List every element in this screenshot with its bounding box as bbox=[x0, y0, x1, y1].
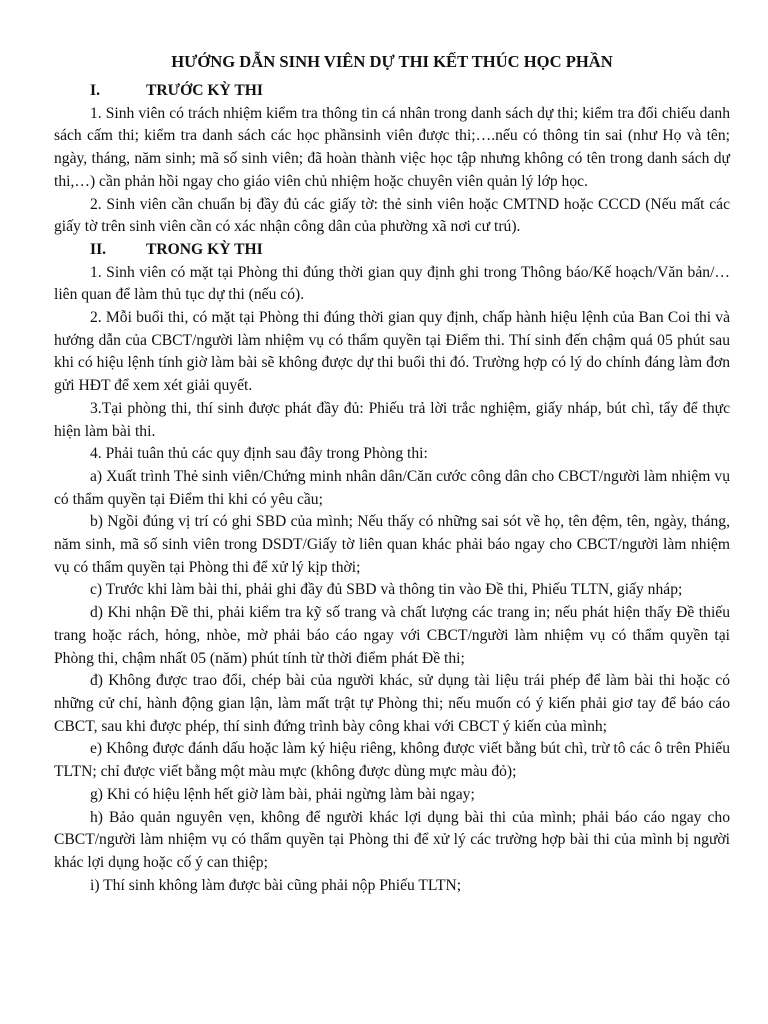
section-number: I. bbox=[90, 82, 100, 99]
rule-item: i) Thí sinh không làm được bài cũng phải nộp Phiếu TLTN; bbox=[90, 876, 462, 894]
paragraph: 2. Mỗi buổi thi, có mặt tại Phòng thi đúng thời gian quy định, chấp hành hiệu lệnh của Ban Coi thi và hướng dẫn của CBCT/người làm nhiệm vụ có thẩm quyền tại Điểm thi. Thí sinh đến chậm quá 05 phút sau khi có hiệu lệnh tính giờ làm bài sẽ không được dự thi buổi thi đó. Trường hợp có lý do chính đáng làm đơn gửi HĐT để xem xét giải quyết. bbox=[54, 309, 730, 395]
rule-item: a) Xuất trình Thẻ sinh viên/Chứng minh nhân dân/Căn cước công dân cho CBCT/người làm nhiệm vụ có thẩm quyền tại Điểm thi khi có yêu cầu; bbox=[54, 467, 730, 508]
paragraph: 4. Phải tuân thủ các quy định sau đây trong Phòng thi: bbox=[90, 445, 428, 463]
rule-item: đ) Không được trao đổi, chép bài của người khác, sử dụng tài liệu trái phép để làm bài thi hoặc có những cử chỉ, hành động gian lận, làm mất trật tự Phòng thi; nếu muốn có ý kiến phải giơ tay để báo cáo CBCT, sau khi được phép, thí sinh đứng trình bày công khai với CBCT ý kiến của mình; bbox=[54, 672, 730, 735]
section-heading-before-exam bbox=[54, 80, 730, 103]
paragraph: 3.Tại phòng thi, thí sinh được phát đầy đủ: Phiếu trả lời trắc nghiệm, giấy nháp, bút chì, tẩy để thực hiện làm bài thi. bbox=[54, 399, 730, 440]
section-title: TRONG KỲ THI bbox=[146, 240, 263, 258]
paragraph: 1. Sinh viên có trách nhiệm kiểm tra thông tin cá nhân trong danh sách dự thi; kiểm tra đối chiếu danh sách cấm thi; kiểm tra danh sách các học phầnsinh viên được thi;….nếu có thông tin sai (như Họ và tên; ngày, tháng, năm sinh; mã số sinh viên; đã hoàn thành việc học tập nhưng không có tên trong danh sách dự thi,…) cần phản hồi ngay cho giáo viên chủ nhiệm hoặc chuyên viên quản lý lớp học. bbox=[54, 104, 730, 190]
document-title: HƯỚNG DẪN SINH VIÊN DỰ THI KẾT THÚC HỌC PHẦN bbox=[171, 52, 613, 71]
rule-item: h) Bảo quản nguyên vẹn, không để người khác lợi dụng bài thi của mình; phải báo cáo ngay cho CBCT/người làm nhiệm vụ có thẩm quyền tại Phòng thi để xử lý các trường hợp bài thi của mình bị người khác lợi dụng hoặc cố ý can thiệp; bbox=[54, 808, 730, 871]
section-heading-during-exam bbox=[54, 239, 730, 262]
rule-item: c) Trước khi làm bài thi, phải ghi đầy đủ SBD và thông tin vào Đề thi, Phiếu TLTN, giấy nháp; bbox=[90, 581, 683, 599]
rule-item: b) Ngồi đúng vị trí có ghi SBD của mình; Nếu thấy có những sai sót về họ, tên đệm, tên, ngày, tháng, năm sinh, mã số sinh viên trong DSDT/Giấy tờ liên quan khác phải báo ngay cho CBCT/người làm nhiệm vụ có thẩm quyền tại Phòng thi để xử lý kịp thời; bbox=[54, 513, 730, 576]
rule-item: e) Không được đánh dấu hoặc làm ký hiệu riêng, không được viết bằng bút chì, trừ tô các ô trên Phiếu TLTN; chỉ được viết bằng một màu mực (không được dùng mực màu đỏ); bbox=[54, 740, 730, 781]
section-title: TRƯỚC KỲ THI bbox=[146, 82, 263, 99]
paragraph: 1. Sinh viên có mặt tại Phòng thi đúng thời gian quy định ghi trong Thông báo/Kế hoạch/Văn bản/… liên quan để làm thủ tục dự thi (nếu có). bbox=[54, 263, 730, 304]
paragraph: 2. Sinh viên cần chuẩn bị đầy đủ các giấy tờ: thẻ sinh viên hoặc CMTND hoặc CCCD (Nếu mất các giấy tờ trên sinh viên cần có xác nhận công dân của phường xã nơi cư trú). bbox=[54, 195, 730, 236]
section-number: II. bbox=[90, 240, 107, 258]
rule-item: g) Khi có hiệu lệnh hết giờ làm bài, phải ngừng làm bài ngay; bbox=[90, 785, 475, 803]
rule-item: d) Khi nhận Đề thi, phải kiểm tra kỹ số trang và chất lượng các trang in; nếu phát hiện thấy Đề thiếu trang hoặc rách, hỏng, nhòe, mờ phải báo cáo ngay với CBCT/người làm nhiệm vụ có thẩm quyền tại Phòng thi, chậm nhất 05 (năm) phút tính từ thời điểm phát Đề thi; bbox=[54, 604, 730, 667]
